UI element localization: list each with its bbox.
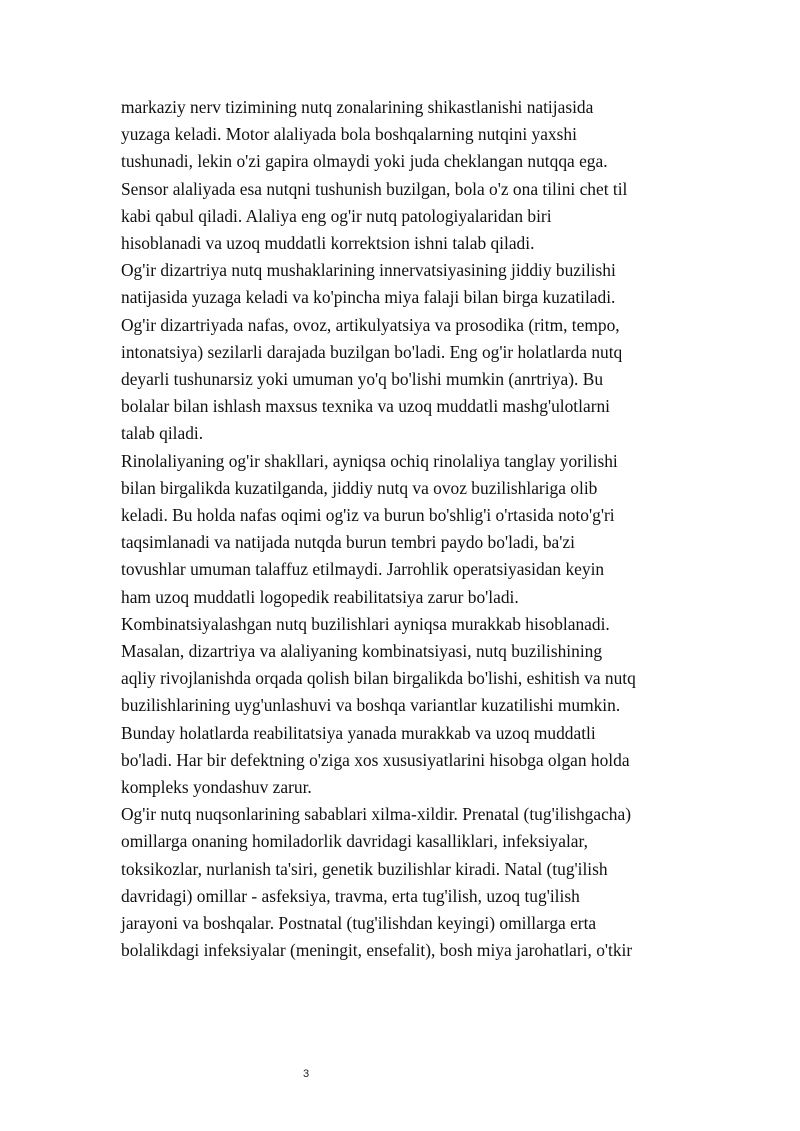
text-line: bolalikdagi infeksiyalar (meningit, ensefalit), bosh miya jarohatlari, o'tkir [121, 940, 633, 961]
text-line: aqliy rivojlanishda orqada qolish bilan birgalikda bo'lishi, eshitish va nutq [121, 668, 636, 689]
text-line: tushunadi, lekin o'zi gapira olmaydi yoki juda cheklangan nutqqa ega. [121, 151, 608, 172]
text-line: jarayoni va boshqalar. Postnatal (tug'ilishdan keyingi) omillarga erta [121, 913, 597, 934]
page-number: 3 [302, 1068, 310, 1080]
text-line: yuzaga keladi. Motor alaliyada bola boshqalarning nutqini yaxshi [121, 124, 577, 145]
text-line: Kombinatsiyalashgan nutq buzilishlari ayniqsa murakkab hisoblanadi. [121, 613, 610, 634]
text-line: bolalar bilan ishlash maxsus texnika va uzoq muddatli mashg'ulotlarni [121, 396, 611, 417]
text-line: Og'ir dizartriya nutq mushaklarining innervatsiyasining jiddiy buzilishi [121, 260, 616, 281]
text-line: tovushlar umuman talaffuz etilmaydi. Jarrohlik operatsiyasidan keyin [121, 559, 605, 580]
text-line: davridagi) omillar - asfeksiya, travma, erta tug'ilish, uzoq tug'ilish [121, 885, 580, 906]
text-line: Rinolaliyaning og'ir shakllari, ayniqsa ochiq rinolaliya tanglay yorilishi [121, 450, 618, 471]
text-line: Masalan, dizartriya va alaliyaning kombinatsiyasi, nutq buzilishining [121, 641, 603, 662]
body-text [121, 94, 701, 965]
text-line: omillarga onaning homiladorlik davridagi kasalliklari, infeksiyalar, [121, 831, 588, 852]
text-line: Sensor alaliyada esa nutqni tushunish buzilgan, bola o'z ona tilini chet til [121, 178, 628, 199]
text-line: toksikozlar, nurlanish ta'siri, genetik buzilishlar kiradi. Natal (tug'ilish [121, 858, 608, 879]
text-line: hisoblanadi va uzoq muddatli korrektsion ishni talab qiladi. [121, 233, 535, 254]
text-line: natijasida yuzaga keladi va ko'pincha miya falaji bilan birga kuzatiladi. [121, 287, 616, 308]
text-line: Og'ir nutq nuqsonlarining sabablari xilma-xildir. Prenatal (tug'ilishgacha) [121, 804, 632, 825]
text-line: keladi. Bu holda nafas oqimi og'iz va burun bo'shlig'i o'rtasida noto'g'ri [121, 505, 615, 526]
text-line: taqsimlanadi va natijada nutqda burun tembri paydo bo'ladi, ba'zi [121, 532, 575, 553]
text-line: bilan birgalikda kuzatilganda, jiddiy nutq va ovoz buzilishlariga olib [121, 477, 598, 498]
text-line: markaziy nerv tizimining nutq zonalarining shikastlanishi natijasida [121, 97, 594, 117]
text-line: Og'ir dizartriyada nafas, ovoz, artikulyatsiya va prosodika (ritm, tempo, [121, 314, 620, 335]
text-line: ham uzoq muddatli logopedik reabilitatsiya zarur bo'ladi. [121, 586, 519, 607]
text-line: kompleks yondashuv zarur. [121, 777, 312, 798]
text-line: Bunday holatlarda reabilitatsiya yanada murakkab va uzoq muddatli [121, 722, 596, 743]
text-line: buzilishlarining uyg'unlashuvi va boshqa variantlar kuzatilishi mumkin. [121, 695, 621, 716]
text-line: talab qiladi. [121, 423, 204, 444]
text-line: bo'ladi. Har bir defektning o'ziga xos xususiyatlarini hisobga olgan holda [121, 749, 630, 770]
text-line: intonatsiya) sezilarli darajada buzilgan bo'ladi. Eng og'ir holatlarda nutq [121, 341, 623, 362]
text-line: deyarli tushunarsiz yoki umuman yo'q bo'lishi mumkin (anrtriya). Bu [121, 369, 604, 390]
text-line: kabi qabul qiladi. Alaliya eng og'ir nutq patologiyalaridan biri [121, 205, 552, 226]
